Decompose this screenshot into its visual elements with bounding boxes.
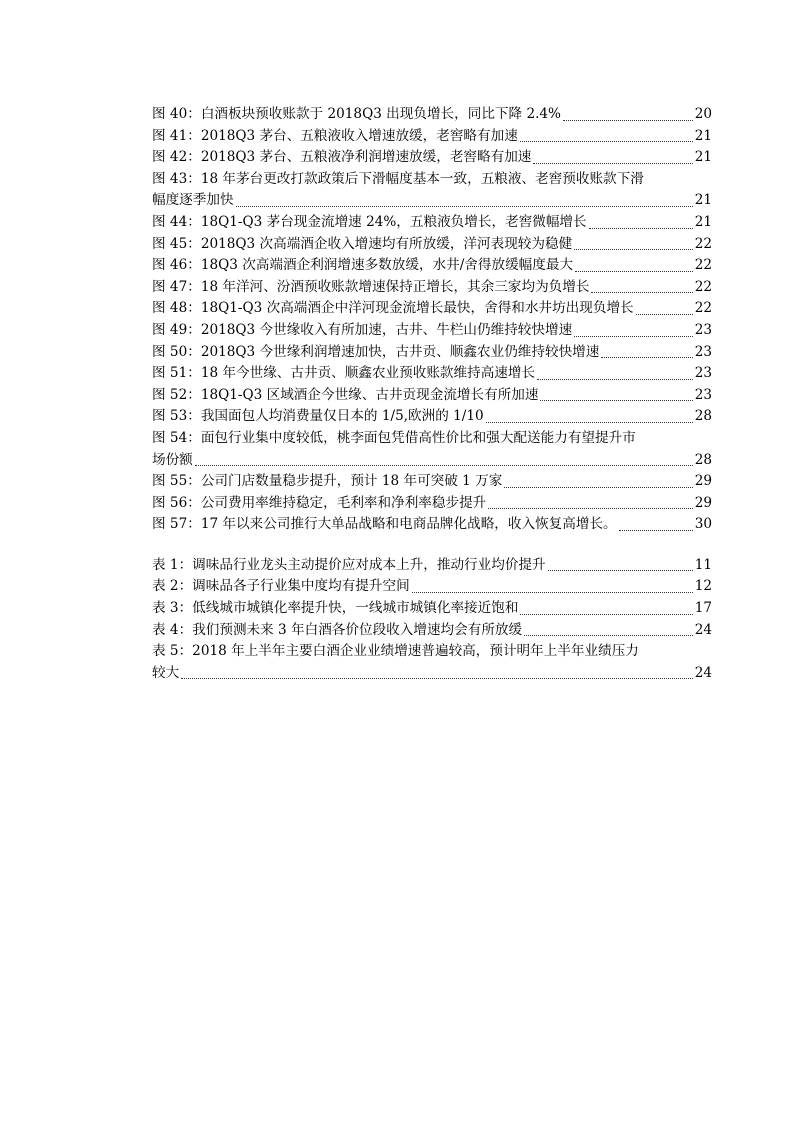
toc-entry-text <box>152 576 410 598</box>
toc-entry-text <box>152 620 522 642</box>
figure-entry[interactable] <box>152 212 712 234</box>
dot-leader <box>533 163 692 164</box>
toc-entry-first-line <box>152 641 712 663</box>
dot-leader <box>195 465 693 466</box>
toc-entry-text <box>152 212 587 234</box>
toc-entry-text <box>152 598 518 620</box>
dot-leader <box>589 228 693 229</box>
figure-entry[interactable] <box>152 320 712 342</box>
toc-entry-text <box>152 471 502 493</box>
figure-entry[interactable] <box>152 169 712 212</box>
toc-entry-label: 表 3： <box>152 600 193 617</box>
dot-leader <box>504 487 692 488</box>
toc-entry-title: 公司门店数量稳步提升，预计 18 年可突破 1 万家 <box>200 473 503 490</box>
toc-entry-title: 2018Q3 次高端酒企收入增速均有所放缓，洋河表现较为稳健 <box>200 235 573 252</box>
dot-leader <box>574 249 693 250</box>
toc-entry-second-line <box>152 663 712 685</box>
toc-entry-page: 21 <box>694 149 712 166</box>
table-entry[interactable] <box>152 598 712 620</box>
toc-entry-page: 21 <box>694 213 712 230</box>
dot-leader <box>540 400 692 401</box>
toc-entry-page: 17 <box>694 600 712 617</box>
figure-entry[interactable] <box>152 471 712 493</box>
dot-leader <box>591 292 692 293</box>
dot-leader <box>236 206 693 207</box>
toc-entry-second-line <box>152 450 712 472</box>
toc-entry-label: 图 49： <box>152 321 201 338</box>
toc-entry-title-continued: 场份额 <box>152 451 193 468</box>
figure-entry[interactable] <box>152 493 712 515</box>
toc-entry-label: 图 40： <box>152 106 201 122</box>
toc-entry-title: 18 年洋河、汾酒预收账款增速保持正增长，其余三家均为负增长 <box>200 278 590 295</box>
toc-entry-title: 我国面包人均消费量仅日本的 1/5,欧洲的 1/10 <box>200 408 484 425</box>
toc-entry-text <box>152 555 546 577</box>
figure-entry[interactable] <box>152 255 712 277</box>
dot-leader <box>636 314 693 315</box>
toc-entry-page: 22 <box>694 278 712 295</box>
toc-entry-text <box>152 277 589 299</box>
figure-entry[interactable] <box>152 406 712 428</box>
toc-entry-title: 低线城市城镇化率提升快，一线城市城镇化率接近饱和 <box>192 600 519 617</box>
toc-entry-page: 22 <box>694 235 712 252</box>
toc-entry-label: 图 53： <box>152 408 201 425</box>
toc-entry-title: 18 年茅台更改打款政策后下滑幅度基本一致，五粮液、老窖预收账款下滑 <box>200 170 644 187</box>
toc-entry-title-continued: 较大 <box>152 664 180 681</box>
toc-entry-page: 24 <box>694 664 712 681</box>
toc-entry-title: 我们预测未来 3 年白酒各价位段收入增速均会有所放缓 <box>192 621 523 638</box>
toc-entry-page: 11 <box>694 556 712 573</box>
dot-leader <box>574 336 693 337</box>
dot-leader <box>524 635 693 636</box>
section-gap <box>152 536 712 555</box>
toc-entry-text <box>152 385 538 407</box>
toc-entry-page: 22 <box>694 257 712 274</box>
toc-entry-text <box>152 406 484 428</box>
toc-entry-title: 2018Q3 茅台、五粮液收入增速放缓，老窖略有加速 <box>200 127 518 144</box>
figure-entry[interactable] <box>152 363 712 385</box>
toc-entry-title: 2018Q3 今世缘利润增速加快，古井贡、顺鑫农业仍维持较快增速 <box>200 343 600 360</box>
dot-leader <box>412 592 693 593</box>
toc-entry-text <box>152 104 561 126</box>
toc-entry-label: 图 46： <box>152 257 201 274</box>
toc-entry-title: 18Q1-Q3 次高端酒企中洋河现金流增长最快，舍得和水井坊出现负增长 <box>200 300 634 317</box>
figure-entry[interactable] <box>152 277 712 299</box>
dot-leader <box>601 357 692 358</box>
toc-entry-title: 18Q1-Q3 区域酒企今世缘、古井贡现金流增长有所加速 <box>200 386 539 403</box>
figure-entry[interactable] <box>152 428 712 471</box>
toc-entry-label: 图 48： <box>152 300 201 317</box>
toc-entry-label: 图 52： <box>152 386 201 403</box>
toc-entry-first-line <box>152 428 712 450</box>
toc-entry-label: 图 54： <box>152 429 201 446</box>
toc-entry-label: 表 2： <box>152 578 193 595</box>
dot-leader <box>486 422 693 423</box>
toc-entry-page: 29 <box>694 494 712 511</box>
toc-entry-title: 调味品行业龙头主动提价应对成本上升，推动行业均价提升 <box>192 556 546 573</box>
table-entry[interactable] <box>152 576 712 598</box>
dot-leader <box>548 570 693 571</box>
toc-entry-first-line <box>152 169 712 191</box>
dot-leader <box>181 678 693 679</box>
toc-entry-page: 20 <box>694 106 712 122</box>
toc-entry-label: 图 56： <box>152 494 201 511</box>
toc-entry-page: 21 <box>694 127 712 144</box>
toc-entry-text <box>152 298 634 320</box>
toc-entry-page: 28 <box>694 451 712 468</box>
toc-entry-text <box>152 147 531 169</box>
figure-entry[interactable] <box>152 126 712 148</box>
dot-leader <box>575 271 693 272</box>
toc-entry-page: 23 <box>694 365 712 382</box>
toc-entry-label: 图 51： <box>152 365 201 382</box>
toc-entry-label: 图 47： <box>152 278 201 295</box>
table-entry[interactable] <box>152 641 712 684</box>
figure-entry[interactable] <box>152 147 712 169</box>
toc-entry-title: 白酒板块预收账款于 2018Q3 出现负增长，同比下降 2.4% <box>200 106 561 122</box>
toc-entry-label: 表 1： <box>152 556 193 573</box>
toc-entry-page: 29 <box>694 473 712 490</box>
toc-entry-label: 图 44： <box>152 213 201 230</box>
toc-entry-label: 图 43： <box>152 170 201 187</box>
toc-entry-title: 2018 年上半年主要白酒企业业绩增速普遍较高，预计明年上半年业绩压力 <box>192 643 639 660</box>
toc-entry-text <box>152 234 572 256</box>
toc-entry-text <box>152 493 486 515</box>
toc-entry-label: 表 5： <box>152 643 193 660</box>
table-of-contents <box>152 104 712 684</box>
toc-entry-label: 图 45： <box>152 235 201 252</box>
toc-entry-text <box>152 514 617 536</box>
toc-entry-label: 图 50： <box>152 343 201 360</box>
toc-entry-title: 公司费用率维持稳定，毛利率和净利率稳步提升 <box>200 494 487 511</box>
figure-entry[interactable] <box>152 234 712 256</box>
toc-entry-label: 图 55： <box>152 473 201 490</box>
toc-entry-title: 2018Q3 今世缘收入有所加速，古井、牛栏山仍维持较快增速 <box>200 321 573 338</box>
toc-entry-second-line <box>152 190 712 212</box>
figure-entry[interactable] <box>152 385 712 407</box>
toc-entry-text <box>152 342 599 364</box>
table-list <box>152 555 712 685</box>
toc-entry-title: 2018Q3 茅台、五粮液净利润增速放缓，老窖略有加速 <box>200 149 532 166</box>
toc-entry-page: 23 <box>694 321 712 338</box>
dot-leader <box>537 379 693 380</box>
toc-entry-title: 调味品各子行业集中度均有提升空间 <box>192 578 410 595</box>
toc-entry-text <box>152 126 518 148</box>
dot-leader <box>619 530 693 531</box>
toc-entry-label: 表 4： <box>152 621 193 638</box>
toc-entry-text <box>152 255 573 277</box>
toc-entry-title: 18 年今世缘、古井贡、顺鑫农业预收账款维持高速增长 <box>200 365 536 382</box>
toc-entry-page: 28 <box>694 408 712 425</box>
toc-entry-page: 24 <box>694 621 712 638</box>
toc-entry-page: 23 <box>694 386 712 403</box>
toc-entry-page: 21 <box>694 192 712 209</box>
toc-entry-title: 18Q3 次高端酒企利润增速多数放缓，水井/舍得放缓幅度最大 <box>200 257 574 274</box>
toc-entry-page: 30 <box>694 516 712 533</box>
figure-entry[interactable] <box>152 104 712 126</box>
toc-entry-title: 18Q1-Q3 茅台现金流增速 24%，五粮液负增长，老窖微幅增长 <box>200 213 587 230</box>
toc-entry-page: 23 <box>694 343 712 360</box>
dot-leader <box>563 120 693 121</box>
toc-entry-label: 图 42： <box>152 149 201 166</box>
toc-entry-text <box>152 363 535 385</box>
toc-entry-title: 17 年以来公司推行大单品战略和电商品牌化战略，收入恢复高增长。 <box>200 516 617 533</box>
toc-entry-text <box>152 320 572 342</box>
dot-leader <box>488 508 692 509</box>
figure-entry[interactable] <box>152 298 712 320</box>
figure-list <box>152 104 712 536</box>
toc-entry-label: 图 41： <box>152 127 201 144</box>
toc-entry-page: 12 <box>694 578 712 595</box>
dot-leader <box>520 614 692 615</box>
table-entry[interactable] <box>152 620 712 642</box>
figure-entry[interactable] <box>152 342 712 364</box>
toc-entry-page: 22 <box>694 300 712 317</box>
table-entry[interactable] <box>152 555 712 577</box>
dot-leader <box>520 141 693 142</box>
figure-entry[interactable] <box>152 514 712 536</box>
toc-entry-title-continued: 幅度逐季加快 <box>152 192 234 209</box>
toc-entry-label: 图 57： <box>152 516 201 533</box>
toc-entry-title: 面包行业集中度较低，桃李面包凭借高性价比和强大配送能力有望提升市 <box>200 429 636 446</box>
